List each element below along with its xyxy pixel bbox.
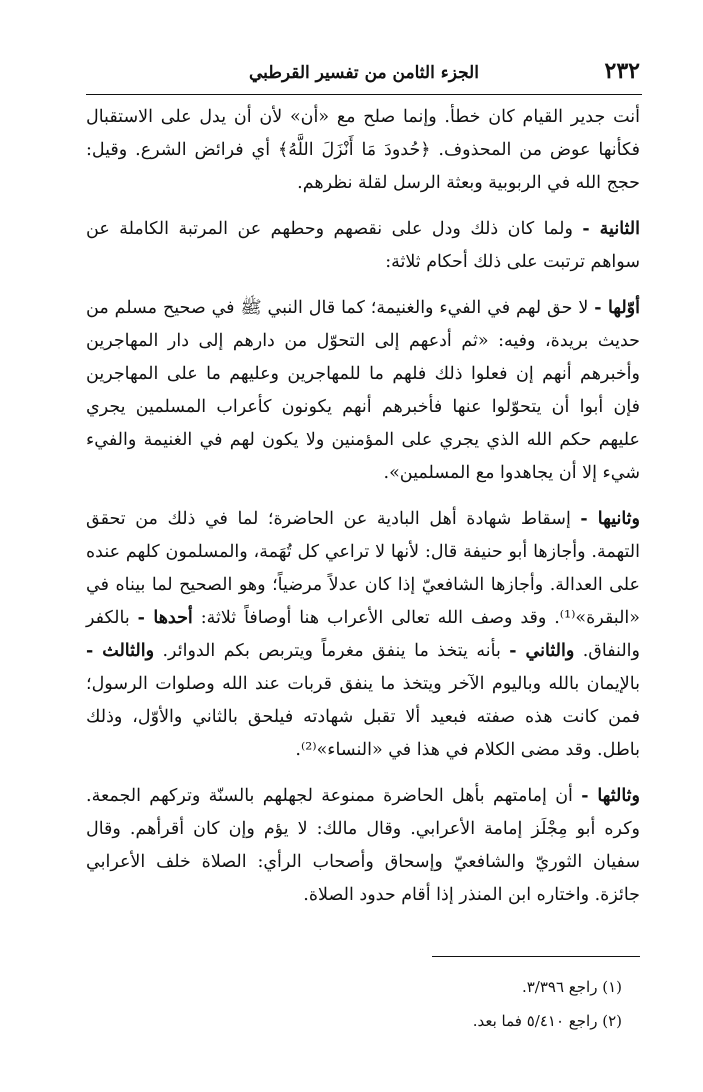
paragraph-text: بأنه يتخذ ما ينفق مغرماً ويتربص بكم الدوائر. xyxy=(154,641,510,661)
paragraph-heading: أوّلها - xyxy=(594,298,641,318)
footnote-2: (٢) راجع ٥/٤١٠ فما بعد. xyxy=(472,1012,622,1030)
paragraph-text: أنت جدير القيام كان خطأ. وإنما صلح مع «أن» لأن أن يدل على الاستقبال فكأنها عوض من المحذوف. ﴿حُدودَ مَا أَنْزَلَ اللَّهُ﴾ أي فرائض الشرع. وقيل: حجج الله في الربوبية وبعثة الرسل لقلة نظرهم. xyxy=(86,107,640,193)
paragraph-heading: وثالثها - xyxy=(581,786,640,806)
paragraph-2 xyxy=(86,213,640,279)
paragraph-3 xyxy=(86,292,640,490)
footnote-1: (١) راجع ٣/٣٩٦. xyxy=(521,978,622,996)
paragraph-text: لا حق لهم في الفيء والغنيمة؛ كما قال النبي ﷺ في صحيح مسلم من حديث بريدة، وفيه: «ثم أدعهم إلى التحوّل من دارهم إلى دار المهاجرين وأخبرهم أنهم إن فعلوا ذلك فلهم ما للمهاجرين وعليهم ما على المهاجرين فإن أبوا أن يتحوّلوا عنها فأخبرهم أنهم يكونون كأعراب المسلمين يجري عليهم حكم الله الذي يجري على المؤمنين ولا يكون لهم في الغنيمة والفيء شيء إلا أن يجاهدوا مع المسلمين». xyxy=(86,298,640,483)
paragraph-text: إسقاط شهادة أهل البادية عن الحاضرة؛ لما في ذلك من تحقق التهمة. وأجازها أبو حنيفة قال: لأنها لا تراعي كل تُهَمة، والمسلمون كلهم عنده على العدالة. وأجازها الشافعيّ إذا كان عدلاً مرضياً؛ وهو الصحيح لما بيناه في «البقرة»⁽¹⁾. وقد وصف الله تعالى الأعراب هنا أوصافاً ثلاثة: xyxy=(86,509,640,628)
paragraph-text: ولما كان ذلك ودل على نقصهم وحطهم عن المرتبة الكاملة عن سواهم ترتبت على ذلك أحكام ثلاثة: xyxy=(86,219,640,272)
running-title: الجزء الثامن من تفسير القرطبي xyxy=(249,63,479,83)
paragraph-4 xyxy=(86,503,640,767)
paragraph-5 xyxy=(86,780,640,912)
paragraph-text: بالإيمان بالله وباليوم الآخر ويتخذ ما ينفق قربات عند الله وصلوات الرسول؛ فمن كانت هذه صفته فبعيد ألا تقبل شهادته فيلحق بالثاني والأوّل، وذلك باطل. وقد مضى الكلام في هذا في «النساء»⁽²⁾. xyxy=(86,674,640,760)
paragraph-heading: الثانية - xyxy=(582,219,641,239)
inline-heading-second: والثاني - xyxy=(509,641,575,661)
inline-heading-third: والثالث - xyxy=(86,641,155,661)
paragraph-1 xyxy=(86,101,640,200)
footnotes xyxy=(300,970,622,1038)
paragraph-text: أن إمامتهم بأهل الحاضرة ممنوعة لجهلهم بالسنّة وتركهم الجمعة. وكره أبو مِجْلَز إمامة الأعرابي. وقال مالك: لا يؤم وإن كان أقرأهم. وقال سفيان الثوريّ والشافعيّ وإسحاق وأصحاب الرأي: الصلاة خلف الأعرابي جائزة. واختاره ابن المنذر إذا أقام حدود الصلاة. xyxy=(86,786,640,905)
paragraph-heading: وثانيها - xyxy=(580,509,640,529)
page-number: ٢٣٢ xyxy=(604,58,640,84)
page-header xyxy=(86,56,642,92)
footnote-rule xyxy=(432,956,640,957)
main-text xyxy=(86,101,640,912)
inline-heading-first: أحدها - xyxy=(137,608,193,628)
header-rule xyxy=(86,94,642,95)
paragraph-text: بالكفر والنفاق. xyxy=(86,608,640,661)
